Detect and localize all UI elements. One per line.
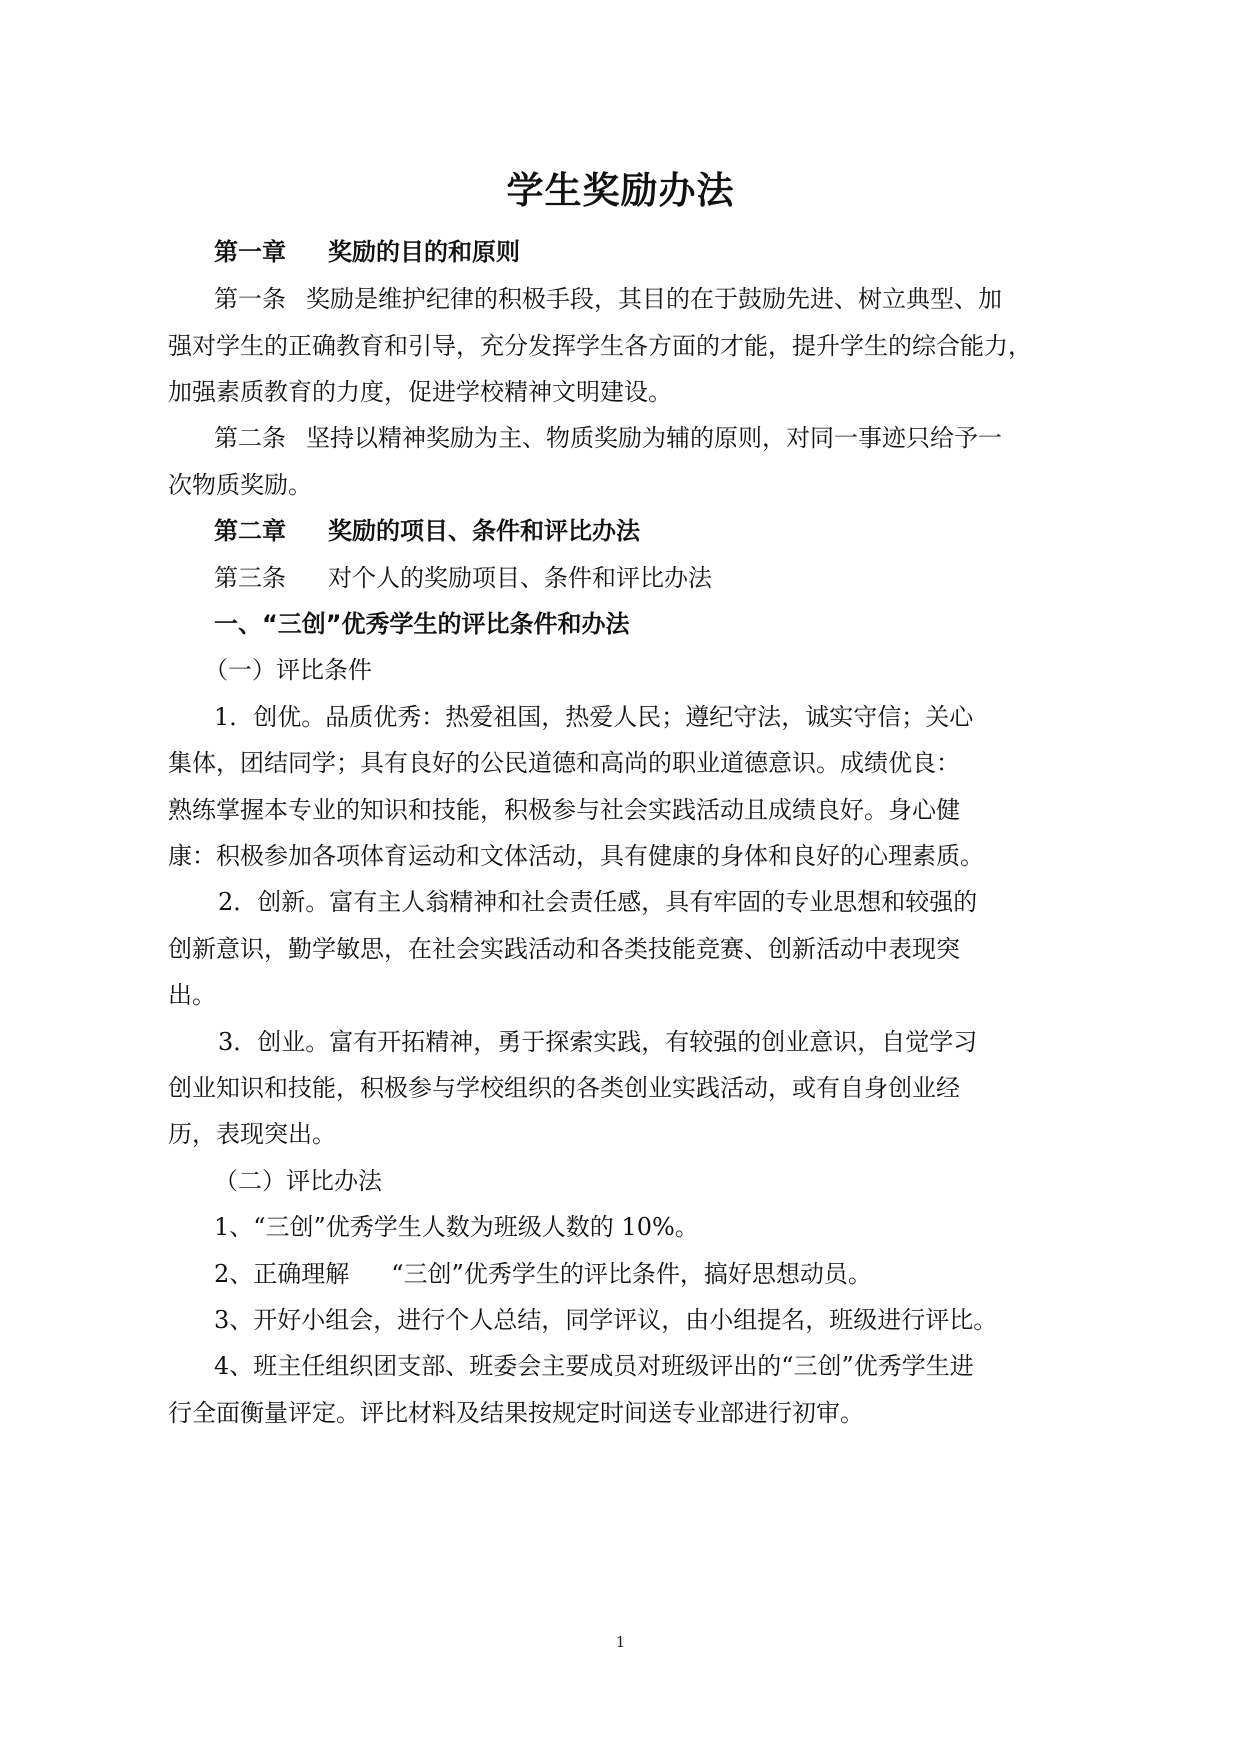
article-3: 第三条 对个人的奖励项目、条件和评比办法: [214, 564, 712, 592]
criteria-item-3-line-1: 3．创业。富有开拓精神，勇于探索实践，有较强的创业意识，自觉学习: [218, 1028, 978, 1056]
criteria-item-1-line-3: 熟练掌握本专业的知识和技能，积极参与社会实践活动且成绩良好。身心健: [168, 796, 960, 824]
criteria-item-1-line-4: 康：积极参加各项体育运动和文体活动，具有健康的身体和良好的心理素质。: [168, 842, 984, 870]
article-1-line-1: 第一条 奖励是维护纪律的积极手段，其目的在于鼓励先进、树立典型、加: [214, 285, 1002, 313]
criteria-item-2-line-3: 出。: [168, 981, 216, 1009]
article-1-label: 第一条: [214, 285, 286, 313]
chapter-1-label: 第一章: [214, 238, 286, 266]
method-2: 2、正确理解 “三创”优秀学生的评比条件，搞好思想动员。: [214, 1260, 872, 1288]
subsection-2-heading: （二）评比办法: [214, 1167, 382, 1195]
article-2-label: 第二条: [214, 424, 286, 452]
chapter-1-heading: [214, 236, 520, 268]
subsection-1-heading: （一）评比条件: [204, 656, 372, 684]
criteria-item-1-line-1: 1．创优。品质优秀：热爱祖国，热爱人民；遵纪守法，诚实守信；关心: [214, 703, 974, 731]
chapter-1-title: 奖励的目的和原则: [328, 238, 520, 266]
chapter-2-label: 第二章: [214, 517, 286, 545]
method-4-line-1: 4、班主任组织团支部、班委会主要成员对班级评出的“三创”优秀学生进: [214, 1352, 974, 1380]
document-title: 学生奖励办法: [506, 169, 735, 212]
criteria-item-2-line-1: 2．创新。富有主人翁精神和社会责任感，具有牢固的专业思想和较强的: [218, 888, 978, 916]
method-1: 1、“三创”优秀学生人数为班级人数的 10%。: [214, 1213, 699, 1241]
chapter-2-heading: [214, 515, 640, 547]
method-4-line-2: 行全面衡量评定。评比材料及结果按规定时间送专业部进行初审。: [168, 1399, 864, 1427]
criteria-item-3-line-3: 历，表现突出。: [168, 1120, 336, 1148]
criteria-item-3-line-2: 创业知识和技能，积极参与学校组织的各类创业实践活动，或有自身创业经: [168, 1074, 960, 1102]
criteria-item-1-line-2: 集体，团结同学；具有良好的公民道德和高尚的职业道德意识。成绩优良：: [168, 749, 960, 777]
page-number: 1: [615, 1633, 626, 1651]
article-2-line-2: 次物质奖励。: [168, 471, 312, 499]
criteria-item-2-line-2: 创新意识，勤学敏思，在社会实践活动和各类技能竞赛、创新活动中表现突: [168, 935, 960, 963]
article-1-line-3: 加强素质教育的力度，促进学校精神文明建设。: [168, 378, 672, 406]
article-1-line-2: 强对学生的正确教育和引导，充分发挥学生各方面的才能，提升学生的综合能力，: [168, 332, 1032, 360]
section-1-heading: 一、“三创”优秀学生的评比条件和办法: [214, 610, 630, 638]
article-3-label: 第三条: [214, 564, 286, 592]
article-2-line-1: 第二条 坚持以精神奖励为主、物质奖励为辅的原则，对同一事迹只给予一: [214, 424, 1002, 452]
chapter-2-title: 奖励的项目、条件和评比办法: [328, 517, 640, 545]
method-3: 3、开好小组会，进行个人总结，同学评议，由小组提名，班级进行评比。: [214, 1306, 998, 1334]
